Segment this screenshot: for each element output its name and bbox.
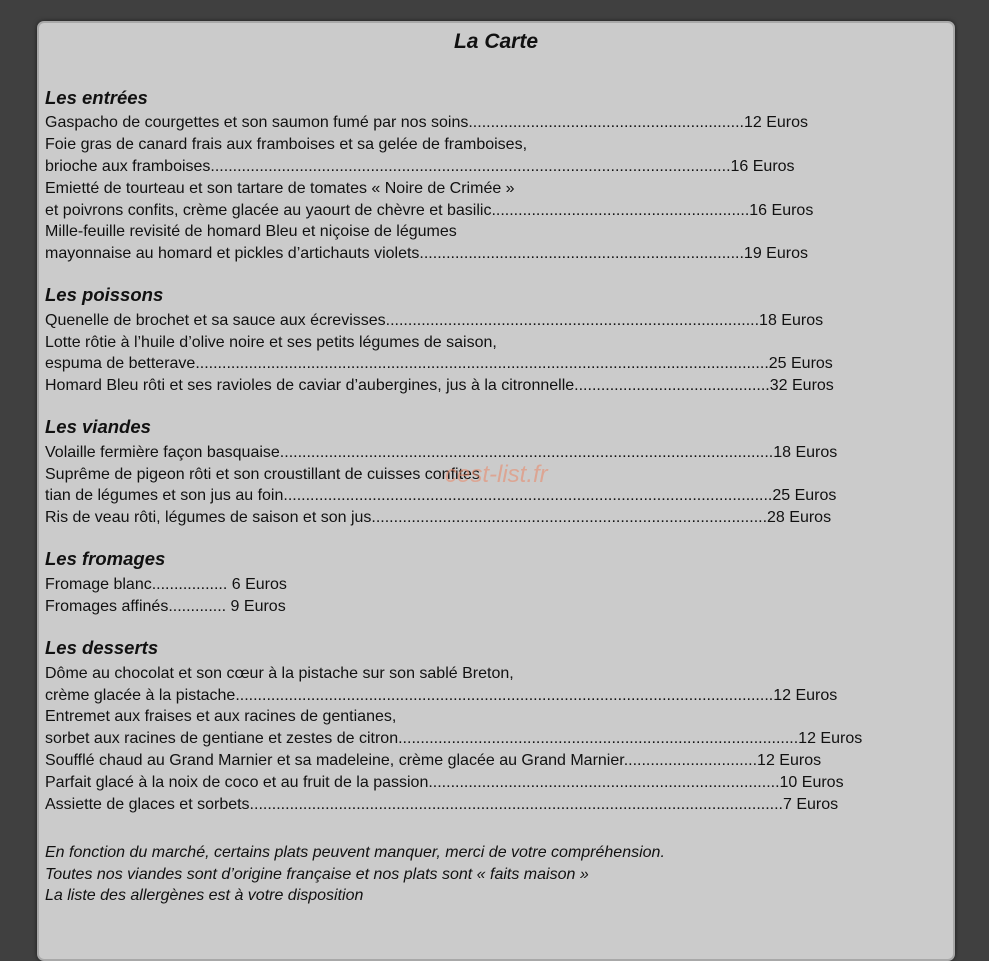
menu-line: sorbet aux racines de gentiane et zestes de citron..........................................................................................12 Euros <box>45 730 863 747</box>
menu-line: Gaspacho de courgettes et son saumon fumé par nos soins..............................................................12 Euros <box>45 114 809 131</box>
footer-note: En fonction du marché, certains plats peuvent manquer, merci de votre compréhension. <box>45 844 665 861</box>
menu-line: Fromages affinés............. 9 Euros <box>45 598 286 615</box>
section-title-poissons: Les poissons <box>45 284 164 305</box>
menu-line: Fromage blanc................. 6 Euros <box>45 576 287 593</box>
menu-line: Parfait glacé à la noix de coco et au fruit de la passion...............................................................................10 Euros <box>45 774 844 791</box>
menu-line: Soufflé chaud au Grand Marnier et sa madeleine, crème glacée au Grand Marnier..............................12 Euros <box>45 752 822 769</box>
menu-line: Lotte rôtie à l’huile d’olive noire et ses petits légumes de saison, <box>45 334 497 351</box>
section-title-desserts: Les desserts <box>45 637 159 658</box>
menu-line: Homard Bleu rôti et ses ravioles de caviar d’aubergines, jus à la citronnelle............................................32 Euros <box>45 377 834 394</box>
section-title-entrees: Les entrées <box>45 87 148 108</box>
menu-line: Assiette de glaces et sorbets........................................................................................................................7 Euros <box>45 796 839 813</box>
menu-title: La Carte <box>453 30 539 53</box>
menu-line: Suprême de pigeon rôti et son croustillant de cuisses confites <box>45 466 480 483</box>
menu-line: Emietté de tourteau et son tartare de tomates « Noire de Crimée » <box>45 180 515 197</box>
menu-line: et poivrons confits, crème glacée au yaourt de chèvre et basilic..........................................................16 Euros <box>45 202 814 219</box>
site-watermark: cest-list.fr <box>445 461 548 488</box>
menu-line: Volaille fermière façon basquaise...............................................................................................................18 Euros <box>45 444 838 461</box>
menu-line: Mille-feuille revisité de homard Bleu et niçoise de légumes <box>45 223 457 240</box>
menu-line: Ris de veau rôti, légumes de saison et son jus.........................................................................................28 Euros <box>45 509 832 526</box>
footer-note: La liste des allergènes est à votre disposition <box>45 887 364 904</box>
menu-line: Foie gras de canard frais aux framboises et sa gelée de framboises, <box>45 136 528 153</box>
menu-line: tian de légumes et son jus au foin..............................................................................................................25 Euros <box>45 487 837 504</box>
menu-line: brioche aux framboises.....................................................................................................................16 Euros <box>45 158 795 175</box>
menu-line: espuma de betterave.................................................................................................................................25 Euros <box>45 355 833 372</box>
menu-card <box>37 21 955 961</box>
menu-line: Quenelle de brochet et sa sauce aux écrevisses....................................................................................18 Euros <box>45 312 824 329</box>
menu-line: mayonnaise au homard et pickles d’artichauts violets.........................................................................19 Euros <box>45 245 808 262</box>
menu-line: Dôme au chocolat et son cœur à la pistache sur son sablé Breton, <box>45 665 514 682</box>
footer-note: Toutes nos viandes sont d’origine française et nos plats sont « faits maison » <box>45 866 589 883</box>
section-title-viandes: Les viandes <box>45 416 151 437</box>
section-title-fromages: Les fromages <box>45 548 166 569</box>
menu-line: crème glacée à la pistache.........................................................................................................................12 Euros <box>45 687 838 704</box>
menu-line: Entremet aux fraises et aux racines de gentianes, <box>45 708 397 725</box>
